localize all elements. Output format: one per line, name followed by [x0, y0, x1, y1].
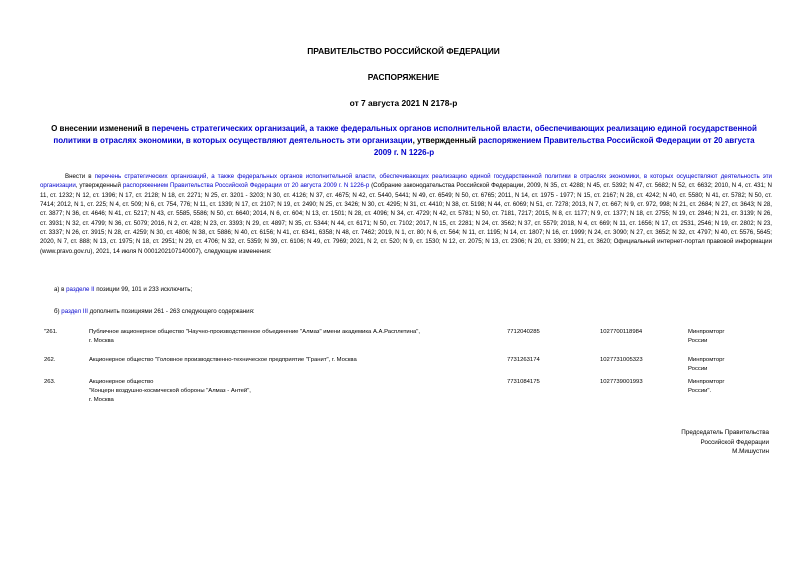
ministry-line: Минпромторг: [688, 357, 725, 363]
ministry-line: России: [688, 366, 708, 373]
paragraph-b: [54, 308, 255, 315]
organization-name: [89, 356, 469, 365]
body-text: Внести в: [65, 173, 95, 180]
signature-position: Председатель Правительства: [681, 429, 769, 436]
position-number: "261.: [44, 329, 58, 335]
organization-name: [89, 378, 469, 406]
para-b-text: б): [54, 308, 62, 315]
body-order-link[interactable]: распоряжением Правительства Российской Федерации от 20 августа 2009 г. N 1226-р: [122, 182, 370, 190]
subject-list-link[interactable]: перечень стратегических организаций, а также федеральных органов исполнительной власти, обеспечивающих реализацию единой государственной политики в отраслях экономики, в которых осуществляют деятельность эти организации: [53, 124, 757, 145]
body-text: (Собрание законодательства Российской Федерации, 2009, N 35, ст. 4288; N 45, ст. 5392; N 47, ст. 5682; N 52, ст. 6632; 2010, N 4, ст. 431; N 11, ст. 1232; N 12, ст. 1396; N 17, ст. 2128; N 18, ст. 2271; N 25, ст. 3201 - 3203; N 30, ст. 4126; N 37, ст. 4675; N 42, ст. 5440, 5441; N 49, ст. 6549; N 50, ст. 6765; 2011, N 14, ст. 1975 - 1977; N 15, ст. 2167; N 28, ст. 4242; N 40, ст. 5580; N 41, ст. 5782; N 50, ст. 7414; 2012, N 1, ст. 225; N 4, ст. 509; N 6, ст. 754, 776; N 11, ст. 1339; N 17, ст. 2107; N 19, ст. 2490; N 25, ст. 3426; N 30, ст. 4295; N 31, ст. 4410; N 38, ст. 5198; N 44, ст. 6069; N 51, ст. 7278; 2013, N 7, ст. 667; N 9, ст. 972, 998; N 21, ст. 2684; N 27, ст. 3643; N 28, ст. 3877; N 36, ст. 4646; N 41, ст. 5217; N 43, ст. 5585, 5586; N 50, ст. 6640; 2014, N 6, ст. 604; N 13, ст. 1501; N 28, ст. 4096; N 34, ст. 4729; N 42, ст. 5781; N 50, ст. 7181, 7217; 2015, N 8, ст. 1177; N 9, ст. 1377; N 18, ст. 2755; N 19, ст. 2846; N 21, ст. 3139; N 26, ст. 3931; N 32, ст. 4799; N 36, ст. 5079; 2016, N 2, ст. 428; N 23, ст. 3393; N 29, ст. 4897; N 35, ст. 5344; N 44, ст. 6171; N 50, ст. 7102; 2017, N 15, ст. 2281; N 24, ст. 3562; N 37, ст. 5579; 2018, N 4, ст. 669; N 11, ст. 1656; N 17, ст. 2531, 2546; N 19, ст. 2802; N 23, ст. 3337; N 26, ст. 3915; N 28, ст. 4259; N 30, ст. 4806; N 38, ст. 5886; N 40, ст. 6156; N 41, ст. 6341, 6358; N 48, ст. 7462; 2019, N 1, ст. 80; N 6, ст. 564; N 11, ст. 1195; N 14, ст. 1807; N 16, ст. 1999; N 24, ст. 3090; N 27, ст. 3652; N 32, ст. 4797; N 40, ст. 5576, 5645; 2020, N 7, ст. 888; N 13, ст. 1975; N 18, ст. 2951; N 29, ст. 4706; N 32, ст. 5359; N 39, ст. 6106; N 49, ст. 7969; 2021, N 2, ст. 520; N 9, ст. 1530; N 12, ст. 2075; N 13, ст. 2306; N 20, ст. 3399; N 21, ст. 3620; Официальный интернет-портал правовой информации (www.pravo.gov.ru), 2021, 14 июля N 0001202107140007), следующие изменения:: [40, 182, 772, 255]
organization-name-line: г. Москва: [89, 338, 114, 345]
inn-value: 7712040285: [507, 329, 540, 335]
organization-name: [89, 328, 469, 346]
ministry: [688, 328, 768, 346]
subject-text: О внесении изменений в: [51, 124, 152, 133]
organization-name-line: "Концерн воздушно-космической обороны "Алмаз - Антей",: [89, 388, 251, 395]
inn-value: 7731263174: [507, 357, 540, 363]
inn-value: 7731084175: [507, 379, 540, 385]
signature-position: Российской Федерации: [700, 438, 769, 446]
signature-name: М.Мишустин: [732, 448, 769, 456]
subject-text: , утвержденный: [412, 136, 479, 145]
ogrn-value: 1027731005323: [600, 357, 643, 363]
para-b-text: дополнить позициями 261 - 263 следующего содержания:: [87, 308, 255, 315]
paragraph-a: [54, 286, 192, 293]
ministry-line: России: [688, 338, 708, 345]
para-a-text: а) в: [54, 286, 67, 293]
body-text: , утвержденный: [75, 182, 123, 190]
ministry-line: Минпромторг: [688, 329, 725, 335]
organization-name-line: г. Москва: [89, 397, 114, 404]
section-ii-link[interactable]: разделе II: [66, 286, 95, 293]
para-a-text: позиции 99, 101 и 233 исключить;: [94, 286, 193, 293]
organization-name-line: Акционерное общество: [89, 379, 154, 385]
organization-name-line: Публичное акционерное общество "Научно-производственное объединение "Алмаз" имени академика А.А.Расплетина",: [89, 329, 420, 335]
ministry-line: России".: [688, 388, 712, 395]
government-title: ПРАВИТЕЛЬСТВО РОССИЙСКОЙ ФЕДЕРАЦИИ: [307, 46, 500, 56]
signature-block: [681, 428, 769, 457]
ogrn-value: 1027700118984: [600, 329, 643, 335]
body-list-link[interactable]: перечень стратегических организаций, а также федеральных органов исполнительной власти, обеспечивающих реализацию единой государственной политики в отраслях экономики, в которых осуществляют деятельность эти организации: [40, 173, 772, 190]
ogrn-value: 1027739001993: [600, 379, 643, 385]
ministry: [688, 356, 768, 374]
ministry: [688, 378, 768, 396]
body-paragraph: [40, 172, 772, 256]
document-date: от 7 августа 2021 N 2178-р: [349, 98, 458, 108]
subject-order-link[interactable]: распоряжением Правительства Российской Федерации от 20 августа 2009 г. N 1226-р: [373, 136, 755, 157]
section-iii-link[interactable]: раздел III: [61, 308, 88, 315]
document-subject: [44, 123, 764, 159]
document-type: РАСПОРЯЖЕНИЕ: [367, 72, 440, 82]
position-number: 263.: [44, 379, 56, 385]
organization-name-line: Акционерное общество "Головное производственно-техническое предприятие "Гранит", г. Москва: [89, 357, 357, 363]
position-number: 262.: [44, 357, 56, 363]
ministry-line: Минпромторг: [688, 379, 725, 385]
